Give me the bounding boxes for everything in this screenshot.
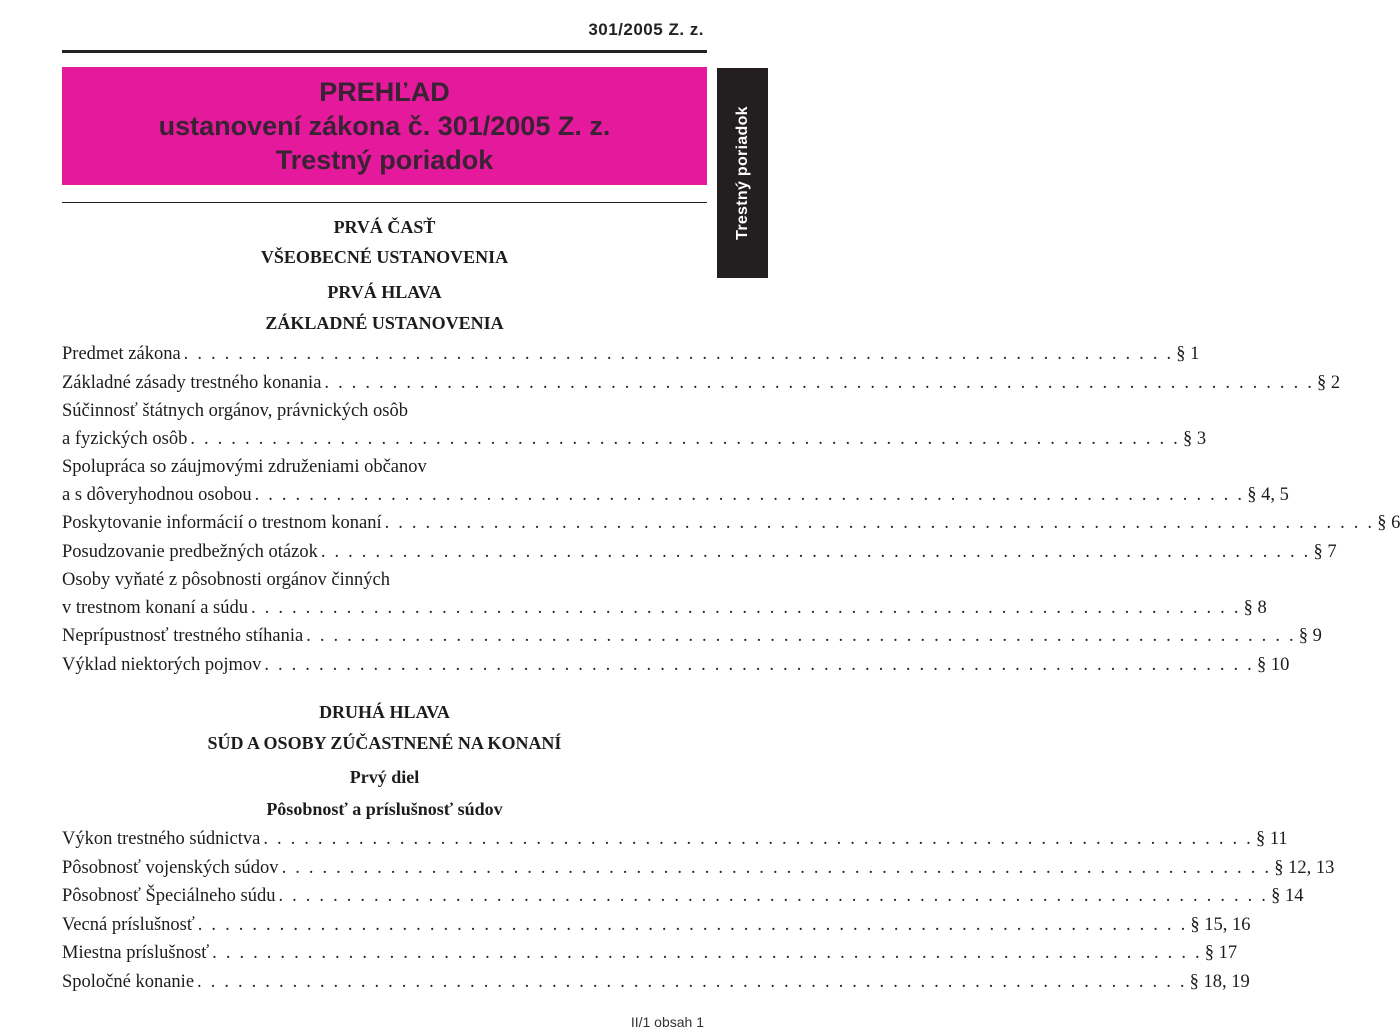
- toc-entry-title: Neprípustnosť trestného stíhania: [62, 626, 304, 646]
- chapter-2-label: DRUHÁ HLAVA: [319, 702, 450, 722]
- toc-entry-title: Základné zásady trestného konania: [62, 372, 322, 393]
- toc-entry-line: [62, 883, 1304, 909]
- toc-entry-line: [62, 623, 1322, 649]
- toc-entry-line: [62, 454, 707, 480]
- dot-leader: . . . . . . . . . . . . . . . . . . . . . . . . . . . . . . . . . . . . . . . . . . . . . . . . . . . . . . . . . . . . . . . . . . . . . . . . .: [263, 829, 1253, 849]
- toc-entry-title: Výkon trestného súdnictva: [62, 829, 261, 849]
- toc-entry-title: Vecná príslušnosť: [62, 914, 195, 935]
- dot-leader: . . . . . . . . . . . . . . . . . . . . . . . . . . . . . . . . . . . . . . . . . . . . . . . . . . . . . . . . . . . . . . . . . . . . . . . . .: [212, 943, 1202, 963]
- section-label: Prvý diel: [349, 767, 420, 787]
- toc-entry-title: Pôsobnosť Špeciálneho súdu: [62, 886, 276, 906]
- toc-entry-title: Pôsobnosť vojenských súdov: [62, 857, 279, 878]
- section-name: Pôsobnosť a príslušnosť súdov: [266, 799, 503, 819]
- toc-entry-reference: § 6: [1377, 513, 1400, 533]
- side-tab[interactable]: [717, 68, 768, 278]
- toc-entry-title: Spolupráca so záujmovými združeniami občanov: [62, 457, 427, 477]
- toc-entry-reference: § 2: [1317, 372, 1341, 393]
- toc-entry-title: Osoby vyňaté z pôsobnosti orgánov činných: [62, 570, 390, 590]
- toc-entry-title: Predmet zákona: [62, 344, 181, 364]
- toc-entry-title: Spoločné konanie: [62, 971, 195, 992]
- toc-entry-line: [62, 940, 1238, 966]
- dot-leader: . . . . . . . . . . . . . . . . . . . . . . . . . . . . . . . . . . . . . . . . . . . . . . . . . . . . . . . . . . . . . . . . . . . . . . . . .: [190, 428, 1180, 449]
- dot-leader: . . . . . . . . . . . . . . . . . . . . . . . . . . . . . . . . . . . . . . . . . . . . . . . . . . . . . . . . . . . . . . . . . . . . . . . . .: [254, 484, 1245, 505]
- toc-entry-reference: § 7: [1313, 541, 1337, 562]
- dot-leader: . . . . . . . . . . . . . . . . . . . . . . . . . . . . . . . . . . . . . . . . . . . . . . . . . . . . . . . . . . . . . . . . . . . . . . . . .: [281, 857, 1272, 878]
- toc-entry-title: Výklad niektorých pojmov: [62, 654, 262, 675]
- toc-entry-line: [62, 370, 1341, 396]
- toc-entry-title: a fyzických osôb: [62, 428, 188, 449]
- toc-entry-line: [62, 426, 1207, 452]
- footer-mark: II/1 obsah 1: [630, 1014, 704, 1030]
- chapter-1-label: PRVÁ HLAVA: [327, 282, 442, 302]
- page-number: 301/2005 Z. z.: [588, 20, 704, 39]
- toc-entry-title: Posudzovanie predbežných otázok: [62, 541, 318, 562]
- toc-entry-line: [62, 482, 1289, 508]
- dot-leader: . . . . . . . . . . . . . . . . . . . . . . . . . . . . . . . . . . . . . . . . . . . . . . . . . . . . . . . . . . . . . . . . . . . . . . . . .: [324, 372, 1315, 393]
- toc-entry-line: [62, 855, 1335, 881]
- dot-leader: . . . . . . . . . . . . . . . . . . . . . . . . . . . . . . . . . . . . . . . . . . . . . . . . . . . . . . . . . . . . . . . . . . . . . . . . .: [197, 971, 1187, 992]
- toc-entry-line: [62, 912, 1251, 938]
- toc-entry-line: [62, 567, 707, 593]
- toc-entry-reference: § 8: [1243, 597, 1267, 618]
- chapter-2-name: SÚD A OSOBY ZÚČASTNENÉ NA KONANÍ: [207, 733, 562, 753]
- toc-entry-title: Poskytovanie informácií o trestnom konaní: [62, 513, 382, 533]
- toc-entry-title: Miestna príslušnosť: [62, 943, 210, 963]
- section-rule: [62, 202, 707, 203]
- toc-entry-line: [62, 826, 1288, 852]
- toc-entry-reference: § 9: [1298, 626, 1322, 646]
- toc-entry-line: [62, 539, 1337, 565]
- dot-leader: . . . . . . . . . . . . . . . . . . . . . . . . . . . . . . . . . . . . . . . . . . . . . . . . . . . . . . . . . . . . . . . . . . . . . . . . .: [183, 344, 1174, 364]
- dot-leader: . . . . . . . . . . . . . . . . . . . . . . . . . . . . . . . . . . . . . . . . . . . . . . . . . . . . . . . . . . . . . . . . . . . . . . . . .: [278, 886, 1269, 906]
- toc-entry-reference: § 11: [1255, 829, 1288, 849]
- toc-entry-title: Súčinnosť štátnych orgánov, právnických osôb: [62, 401, 408, 421]
- dot-leader: . . . . . . . . . . . . . . . . . . . . . . . . . . . . . . . . . . . . . . . . . . . . . . . . . . . . . . . . . . . . . . . . . . . . . . . . .: [251, 597, 1241, 618]
- chapter-1-name: ZÁKLADNÉ USTANOVENIA: [265, 313, 504, 333]
- toc-entry-reference: § 14: [1271, 886, 1304, 906]
- toc-entry-reference: § 15, 16: [1190, 914, 1251, 935]
- dot-leader: . . . . . . . . . . . . . . . . . . . . . . . . . . . . . . . . . . . . . . . . . . . . . . . . . . . . . . . . . . . . . . . . . . . . . . . . .: [264, 654, 1254, 675]
- toc-entry-line: [62, 969, 1250, 995]
- toc-entry-line: [62, 510, 1400, 536]
- toc-entry-title: v trestnom konaní a súdu: [62, 597, 249, 618]
- dot-leader: . . . . . . . . . . . . . . . . . . . . . . . . . . . . . . . . . . . . . . . . . . . . . . . . . . . . . . . . . . . . . . . . . . . . . . . . .: [320, 541, 1311, 562]
- toc-entry-title: a s dôveryhodnou osobou: [62, 484, 252, 505]
- side-tab-label: Trestný poriadok: [733, 106, 751, 240]
- toc-entry-reference: § 10: [1256, 654, 1290, 675]
- title-line-1: PREHĽAD: [319, 77, 450, 107]
- dot-leader: . . . . . . . . . . . . . . . . . . . . . . . . . . . . . . . . . . . . . . . . . . . . . . . . . . . . . . . . . . . . . . . . . . . . . . . . .: [306, 626, 1296, 646]
- toc-entry-reference: § 18, 19: [1189, 971, 1250, 992]
- toc-entry-reference: § 4, 5: [1247, 484, 1289, 505]
- part-label: PRVÁ ČASŤ: [333, 217, 436, 237]
- title-line-3: Trestný poriadok: [275, 145, 494, 175]
- toc-entry-reference: § 3: [1182, 428, 1207, 449]
- top-rule: [62, 50, 707, 53]
- toc-entry-line: [62, 652, 1290, 678]
- dot-leader: . . . . . . . . . . . . . . . . . . . . . . . . . . . . . . . . . . . . . . . . . . . . . . . . . . . . . . . . . . . . . . . . . . . . . . . . .: [197, 914, 1188, 935]
- toc-entry-line: [62, 341, 1200, 367]
- title-line-2: ustanovení zákona č. 301/2005 Z. z.: [158, 111, 611, 141]
- toc-entry-line: [62, 398, 707, 424]
- toc-entry-reference: § 1: [1176, 344, 1200, 364]
- title-banner: [62, 67, 707, 185]
- dot-leader: . . . . . . . . . . . . . . . . . . . . . . . . . . . . . . . . . . . . . . . . . . . . . . . . . . . . . . . . . . . . . . . . . . . . . . . . .: [384, 513, 1375, 533]
- toc-entry-reference: § 17: [1204, 943, 1238, 963]
- toc-entry-reference: § 12, 13: [1274, 857, 1335, 878]
- toc-entry-line: [62, 595, 1267, 621]
- part-name: VŠEOBECNÉ USTANOVENIA: [260, 247, 509, 267]
